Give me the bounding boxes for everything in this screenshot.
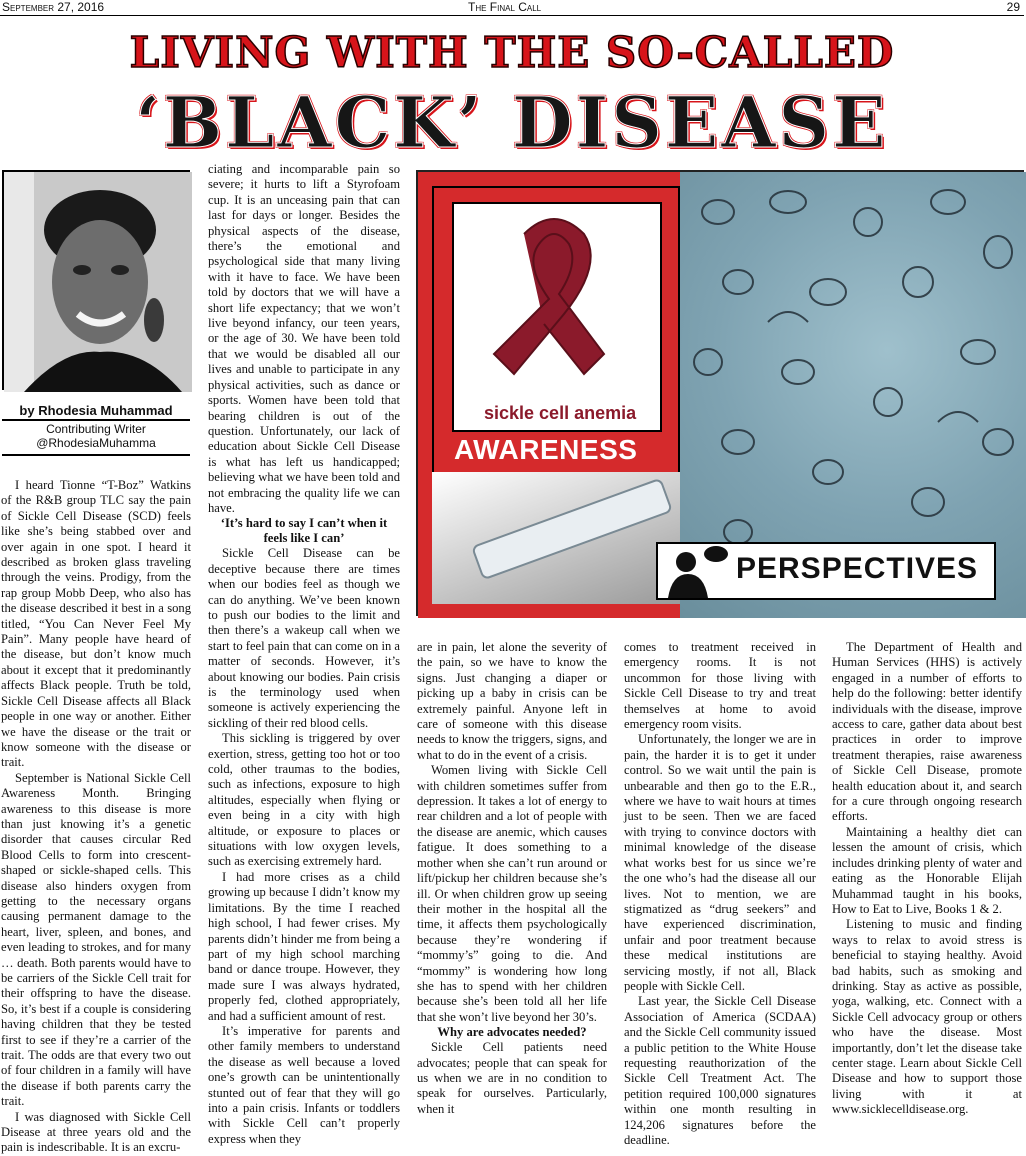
author-name: by Rhodesia Muhammad: [2, 404, 190, 421]
subhead: ‘It’s hard to say I can’t when it feels like I can’: [220, 516, 388, 546]
author-portrait-image: [4, 172, 192, 392]
paragraph: It’s imperative for parents and other family members to understand the disease as well because a loved one’s growth can be unintentionally stunted out of fear that they will go into a pain crisis. Infants or toddlers with Sickle Cell can’t properly express when they: [208, 1023, 400, 1146]
perspectives-banner: [656, 542, 996, 600]
author-role: Contributing Writer: [46, 422, 146, 436]
article-column-5: [832, 640, 1022, 1118]
headline-line-1: LIVING WITH THE SO-CALLED: [129, 28, 895, 77]
byline-rule: [2, 454, 190, 456]
paragraph: Maintaining a healthy diet can lessen the amount of crisis, which includes drinking plenty of water and eating as the Honorable Elijah Muhammad taught in his books, How to Eat to Live, Books 1 & 2.: [832, 824, 1022, 916]
subhead: Why are advocates needed?: [437, 1025, 587, 1040]
awareness-ribbon-icon: [454, 204, 660, 430]
paragraph: Sickle Cell Disease can be deceptive because there are times when our bodies feel as though we can do anything. We’ve been known to push our bodies to the limit and then there’s a wakeup call when we start to feel pain that can come on in a matter of seconds. However, it’s about knowing our bodies. Pain crisis is the terminology used when someone is actively experiencing the sickling of their red blood cells.: [208, 546, 400, 730]
author-handle: @RhodesiaMuhamma: [36, 436, 156, 450]
awareness-artwork: [416, 170, 1024, 616]
perspectives-label: PERSPECTIVES: [736, 552, 979, 585]
paragraph: ciating and incomparable pain so severe; it hurts to lift a Styrofoam cup. It is an unceasing pain that can last for days or longer. Besides the physical aspects of the disease, there’s the emotional and psychological side that many living with it have to face. We have been told by doctors that we will have a short life expectancy; that we won’t live beyond infancy, our teen years, or the age of 30. We have been told that we would be disabled all our lives and unable to participate in any physical activities, such as dance or sports. Women have been told that bearing children is out of the question. Unfortunately, our lack of education about Sickle Cell Disease is what has left us handicapped; believing what we have been told and not embracing the quality life we can have.: [208, 162, 400, 515]
ribbon-box: [452, 202, 662, 432]
paragraph: I was diagnosed with Sickle Cell Disease at three years old and the pain is indescribable. It is an excru-: [1, 1109, 191, 1155]
paragraph: Women living with Sickle Cell with children sometimes suffer from depression. It takes a lot of energy to rear children and a lot of people with the disease are anemic, which causes fatigue. It does something to a mother when she can’t run around or lift/pickup her children because she’s ill. Or when children grow up seeing their mother in the hospital all the time, it affects them psychologically because they’re wondering if “mommy’s” going to die. And “mommy” is wondering how long she has to spend with her children because she’s been told all her life that she won’t live beyond her 30’s.: [417, 763, 607, 1024]
speaker-silhouette-icon: [662, 544, 732, 598]
article-column-1: [1, 478, 191, 1156]
paragraph: are in pain, let alone the severity of the pain, so we have to know the signs. Just changing a diaper or picking up a baby in crisis can be extremely painful. Anyone left in care of someone with this disease needs to know the triggers, signs, and what to do in the event of a crisis.: [417, 640, 607, 762]
paragraph: This sickling is triggered by over exertion, stress, getting too hot or too cold, other traumas to the bodies, such as infections, exposure to high altitudes, especially when flying or even being in a city with high altitude, or exposure to places or situations with low oxygen levels, such as exercising extremely hard.: [208, 731, 400, 869]
publication-name: The Final Call: [468, 0, 542, 14]
page-number: 29: [1006, 0, 1020, 14]
article-column-2: [208, 162, 400, 1147]
byline: [2, 404, 190, 456]
paragraph: comes to treatment received in emergency rooms. It is not uncommon for those living with Sickle Cell Disease to try and treat themselves at home to avoid emergency room visits.: [624, 640, 816, 732]
paragraph: Listening to music and finding ways to relax to avoid stress is beneficial to staying healthy. Avoid bad habits, such as smoking and drinking. Stay as active as possible, yoga, walking, etc. Connect with a Sickle Cell advocacy group or others who have the disease. Most importantly, don’t let the disease take center stage. Learn about Sickle Cell Disease and how to support those living with it at www.sicklecelldisease.org.: [832, 917, 1022, 1117]
awareness-label: AWARENESS: [454, 434, 638, 465]
paragraph: I had more crises as a child growing up because I didn’t know my limitations. By the time I reached high school, I had fewer crises. My parents didn’t hinder me from being a part of my high school marching band or dance troupe. However, they made sure I was always hydrated, properly fed, clothed appropriately, and had a sufficient amount of rest.: [208, 869, 400, 1023]
ribbon-caption: sickle cell anemia: [484, 403, 637, 423]
paragraph: Sickle Cell patients need advocates; people that can speak for us when we are in no condition to speak for ourselves. Particularly, when it: [417, 1040, 607, 1116]
running-header: [0, 0, 1024, 16]
headline-line-2: ‘BLACK’ DISEASE: [135, 81, 889, 164]
syringe-icon: [432, 472, 680, 604]
paragraph: The Department of Health and Human Services (HHS) is actively engaged in a number of efforts to help do the following: better identify individuals with the disease, improve access to care, gather data about best practices in order to improve treatment therapies, raise awareness of Sickle Cell Disease, promote health education about it, and search for a cure through ongoing research efforts.: [832, 640, 1022, 824]
issue-date: September 27, 2016: [2, 0, 105, 14]
article-column-3: [417, 640, 607, 1117]
paragraph: Last year, the Sickle Cell Disease Association of America (SCDAA) and the Sickle Cell community issued a public petition to the White House requesting reauthorization of the Sickle Cell Treatment Act. The petition required 100,000 signatures within one month resulting in 124,206 signatures before the deadline.: [624, 994, 816, 1147]
paragraph: Unfortunately, the longer we are in pain, the harder it is to get it under control. So we wait until the pain is unbearable and then go to the E.R., where we have to wait hours at times just to be seen. Then we are faced with trying to convince doctors with minimal knowledge of the disease what works best for us since we’re the one who’s had the disease all our lives. Not to mention, we are stigmatized as “drug seekers” and have experienced discrimination, unfair and poor treatment because these medical institutions are servicing mostly, if not all, Black people with Sickle Cell.: [624, 732, 816, 993]
gray-panel: [432, 472, 680, 604]
article-column-4: [624, 640, 816, 1148]
author-photo: [2, 170, 190, 390]
paragraph: I heard Tionne “T-Boz” Watkins of the R&B group TLC say the pain of Sickle Cell Disease (SCD) feels like she’s being stabbed over and over again in one spot. I heard it described as broken glass traveling through the veins. Prodigy, from the rap group Mobb Deep, who also has the disease described it best in a song titled, “You Can Never Feel My Pain”. Many people have heard of the disease, but don’t know much about it except that it predominantly affects Black people. Truth be told, Sickle Cell Disease affects all Black people in one way or another. Either we have the disease or the trait or know someone with the disease or trait.: [1, 478, 191, 770]
paragraph: September is National Sickle Cell Awareness Month. Bringing awareness to this disease is more than just knowing it’s a genetic disorder that causes circular Red Blood Cells to form into crescent-shaped or sickle-shaped cells. This disease also hinders oxygen from getting to the necessary organs causing permanent damage to the heart, liver, spleen, and bones, and even leading to strokes, and for many … death. Both parents would have to be carriers of the Sickle Cell trait for their offspring to have the disease. So, it’s best if a couple is considering having children that they be tested first to see if they’re a carrier of the trait. The odds are that every two out of four children in a family will have the disease if both parents carry the trait.: [1, 770, 191, 1109]
